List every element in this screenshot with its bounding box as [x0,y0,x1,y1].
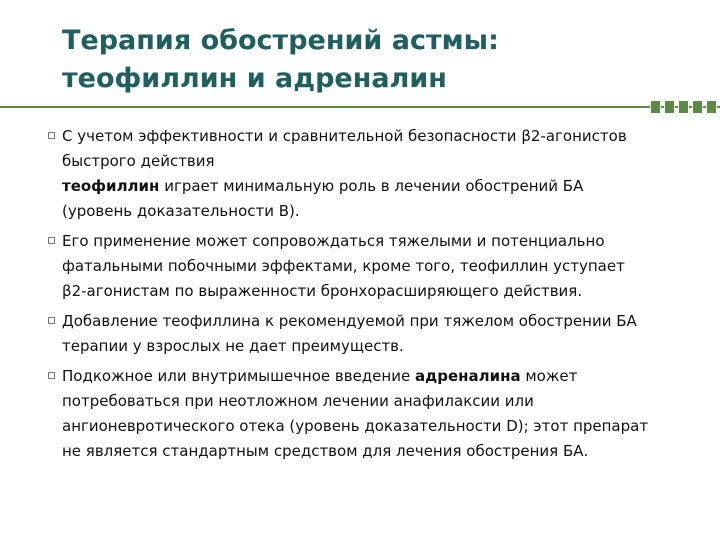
bullet-item [48,364,703,464]
bullet-line: Подкожное или внутримышечное введение [62,367,415,385]
bullet-line: Добавление теофиллина к рекомендуемой при тяжелом обострении БА [62,312,637,330]
bullet-square-icon [48,317,55,324]
bullet-text [62,124,703,224]
divider-square [678,100,689,114]
bullet-item [48,124,703,224]
divider-square [650,100,661,114]
bullet-line: может [520,367,578,385]
bullet-line: не является стандартным средством для лечения обострения БА. [62,442,589,460]
divider-line [0,106,720,108]
bullet-item [48,229,703,304]
bold-term: теофиллин [62,177,160,195]
bullet-text [62,309,703,359]
bullet-square-icon [48,132,55,139]
bullet-text [62,229,703,304]
slide-title-line-2: теофиллин и адреналин [62,63,447,94]
title-divider [0,100,720,114]
bullet-line: β2-агонистам по выраженности бронхорасширяющего действия. [62,282,583,300]
bullet-line: С учетом эффективности и сравнительной безопасности β2-агонистов [62,127,627,145]
slide-title [62,22,702,98]
bold-term: адреналина [414,367,521,385]
slide-content [48,124,703,469]
divider-square [692,100,703,114]
bullet-square-icon [48,237,55,244]
divider-square [664,100,675,114]
bullet-line: фатальными побочными эффектами, кроме того, теофиллин уступает [62,257,625,275]
bullet-line: (уровень доказательности B). [62,202,300,220]
bullet-square-icon [48,372,55,379]
bullet-line: Его применение может сопровождаться тяжелыми и потенциально [62,232,605,250]
bullet-item [48,309,703,359]
bullet-line: играет минимальную роль в лечении обострений БА [159,177,584,195]
bullet-line: потребоваться при неотложном лечении анафилаксии или [62,392,534,410]
slide-title-line-1: Терапия обострений астмы: [62,25,499,56]
divider-square [706,100,717,114]
bullet-line: ангионевротического отека (уровень доказательности D); этот препарат [62,417,649,435]
bullet-line: терапии у взрослых не дает преимуществ. [62,337,404,355]
bullet-text [62,364,703,464]
bullet-line: быстрого действия [62,152,215,170]
